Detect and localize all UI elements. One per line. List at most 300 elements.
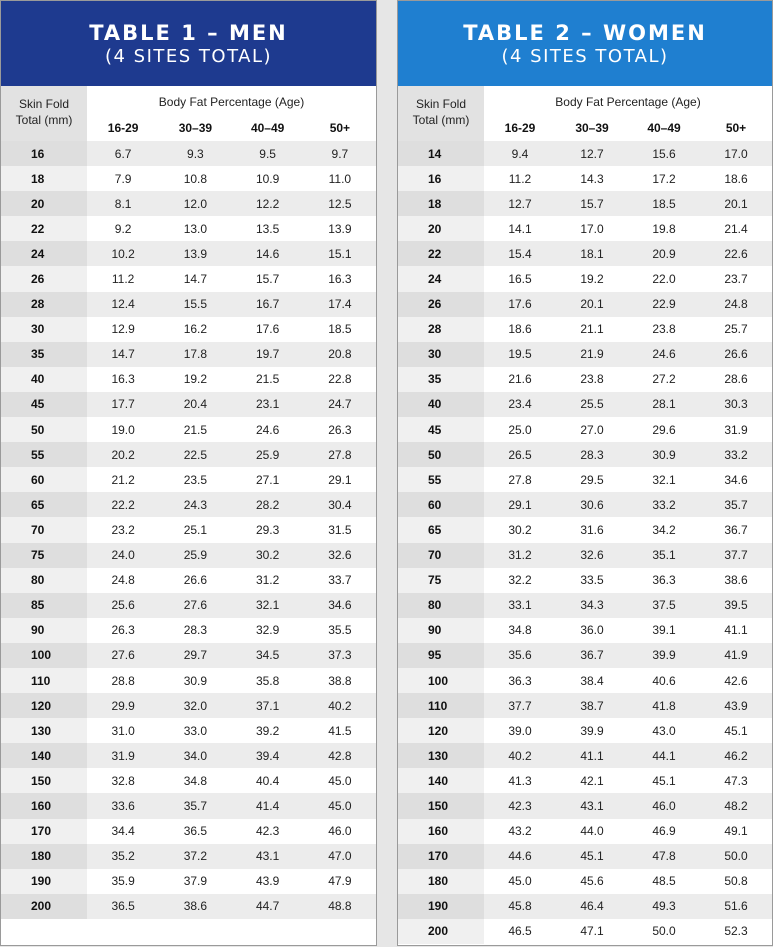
table-row (1, 417, 376, 442)
body-fat-cell: 34.5 (232, 643, 304, 668)
men-body-fat-header: Body Fat Percentage (Age) (158, 95, 305, 109)
skin-fold-total-cell: 60 (1, 467, 87, 492)
table-row (398, 643, 772, 668)
body-fat-cell: 29.6 (652, 422, 676, 437)
skin-fold-total-cell: 95 (398, 643, 484, 668)
body-fat-cell: 25.9 (159, 543, 231, 568)
body-fat-cell: 17.6 (255, 322, 280, 337)
body-fat-cell: 30.9 (183, 673, 208, 688)
table-row (1, 869, 376, 894)
men-age-col-3: 40–49 (250, 121, 285, 135)
body-fat-cell: 17.7 (87, 392, 159, 417)
body-fat-cell: 20.9 (628, 241, 700, 266)
skin-fold-total-cell: 40 (1, 367, 87, 392)
body-fat-cell: 26.6 (183, 573, 208, 588)
body-fat-cell: 37.2 (159, 844, 231, 869)
table-row (398, 141, 772, 166)
body-fat-cell: 32.8 (111, 773, 135, 788)
body-fat-cell: 10.8 (183, 171, 208, 186)
table-row (1, 793, 376, 818)
body-fat-cell: 28.2 (232, 492, 304, 517)
table-row (1, 292, 376, 317)
table-row (398, 166, 772, 191)
body-fat-cell: 34.4 (111, 824, 135, 839)
table-row (398, 593, 772, 618)
table-row (1, 743, 376, 768)
body-fat-cell: 35.6 (484, 643, 556, 668)
skin-fold-total-cell: 16 (398, 166, 484, 191)
table-row (398, 417, 772, 442)
skin-fold-total-cell: 200 (398, 919, 484, 944)
body-fat-cell: 43.2 (508, 824, 532, 839)
body-fat-cell: 45.0 (508, 874, 532, 889)
body-fat-cell: 41.1 (556, 743, 628, 768)
body-fat-cell: 38.6 (159, 894, 231, 919)
men-age-col-1: 16-29 (107, 121, 139, 135)
body-fat-cell: 35.2 (87, 844, 159, 869)
body-fat-cell: 22.2 (87, 492, 159, 517)
skin-fold-total-cell: 100 (1, 643, 87, 668)
body-fat-cell: 30.2 (508, 522, 532, 537)
table-row (1, 442, 376, 467)
body-fat-cell: 6.7 (87, 141, 159, 166)
table-row (398, 517, 772, 542)
body-fat-cell: 28.1 (628, 392, 700, 417)
body-fat-cell: 37.1 (232, 693, 304, 718)
women-age-col-2: 30–39 (575, 121, 609, 135)
body-fat-cell: 29.5 (580, 472, 604, 487)
body-fat-cell: 34.8 (508, 623, 532, 638)
body-fat-cell: 17.8 (159, 342, 231, 367)
body-fat-cell: 31.5 (328, 522, 352, 537)
women-table-banner (398, 1, 772, 86)
body-fat-cell: 44.1 (628, 743, 700, 768)
skin-fold-total-cell: 110 (398, 693, 484, 718)
skin-fold-total-cell: 45 (1, 392, 87, 417)
body-fat-cell: 26.5 (484, 442, 556, 467)
skin-fold-total-cell: 160 (1, 793, 87, 818)
body-fat-cell: 23.1 (232, 392, 304, 417)
body-fat-cell: 33.6 (87, 793, 159, 818)
body-fat-cell: 46.0 (328, 824, 352, 839)
skin-fold-total-cell: 24 (1, 241, 87, 266)
body-fat-cell: 30.2 (232, 543, 304, 568)
table-row (398, 266, 772, 291)
skin-fold-total-cell: 90 (1, 618, 87, 643)
body-fat-cell: 29.9 (87, 693, 159, 718)
body-fat-cell: 25.6 (87, 593, 159, 618)
body-fat-cell: 45.0 (304, 793, 376, 818)
table-row (1, 668, 376, 693)
body-fat-cell: 30.3 (700, 392, 772, 417)
body-fat-cell: 27.8 (508, 472, 532, 487)
body-fat-cell: 28.3 (556, 442, 628, 467)
body-fat-cell: 23.5 (183, 472, 208, 487)
body-fat-cell: 28.3 (183, 623, 208, 638)
body-fat-cell: 32.1 (652, 472, 676, 487)
body-fat-cell: 46.9 (652, 824, 676, 839)
body-fat-cell: 32.6 (556, 543, 628, 568)
skin-fold-total-cell: 14 (398, 141, 484, 166)
body-fat-cell: 42.6 (724, 673, 748, 688)
body-fat-cell: 47.0 (304, 844, 376, 869)
table-row (398, 492, 772, 517)
body-fat-cell: 20.1 (700, 191, 772, 216)
men-table-title: TABLE 1 – MEN (89, 20, 288, 45)
body-fat-cell: 35.8 (255, 673, 280, 688)
table-row (398, 367, 772, 392)
body-fat-cell: 10.9 (255, 171, 280, 186)
body-fat-cell: 14.7 (183, 272, 208, 287)
body-fat-cell: 15.5 (159, 292, 231, 317)
body-fat-cell: 28.8 (111, 673, 135, 688)
table-row (398, 844, 772, 869)
body-fat-cell: 32.1 (232, 593, 304, 618)
body-fat-cell: 31.9 (724, 422, 748, 437)
skin-fold-total-cell: 40 (398, 392, 484, 417)
skin-fold-total-cell: 28 (1, 292, 87, 317)
body-fat-cell: 43.0 (652, 723, 676, 738)
body-fat-cell: 45.1 (556, 844, 628, 869)
body-fat-cell: 12.7 (556, 141, 628, 166)
body-fat-cell: 41.8 (628, 693, 700, 718)
men-key-header-line2: Total (mm) (15, 113, 73, 127)
men-age-columns (87, 121, 376, 135)
body-fat-cell: 27.8 (304, 442, 376, 467)
body-fat-cell: 16.7 (232, 292, 304, 317)
body-fat-cell: 34.3 (556, 593, 628, 618)
body-fat-cell: 24.3 (159, 492, 231, 517)
body-fat-cell: 18.5 (328, 322, 352, 337)
table-row (1, 467, 376, 492)
body-fat-cell: 11.2 (508, 171, 532, 186)
skin-fold-total-cell: 24 (398, 266, 484, 291)
body-fat-cell: 41.3 (508, 773, 532, 788)
body-fat-cell: 35.5 (328, 623, 352, 638)
body-fat-cell: 22.6 (700, 241, 772, 266)
body-fat-cell: 34.0 (159, 743, 231, 768)
body-fat-cell: 31.9 (87, 743, 159, 768)
table-row (398, 693, 772, 718)
body-fat-cell: 47.3 (724, 773, 748, 788)
body-fat-cell: 10.2 (87, 241, 159, 266)
body-fat-cell: 34.8 (183, 773, 208, 788)
skin-fold-total-cell: 35 (1, 342, 87, 367)
body-fat-cell: 27.6 (159, 593, 231, 618)
body-fat-cell: 51.6 (700, 894, 772, 919)
body-fat-cell: 21.6 (508, 372, 532, 387)
body-fat-cell: 48.5 (652, 874, 676, 889)
body-fat-cell: 24.6 (628, 342, 700, 367)
body-fat-cell: 30.4 (304, 492, 376, 517)
skin-fold-total-cell: 180 (398, 869, 484, 894)
skin-fold-total-cell: 35 (398, 367, 484, 392)
table-row (1, 718, 376, 743)
body-fat-cell: 48.2 (700, 793, 772, 818)
table-row (1, 894, 376, 919)
skin-fold-total-cell: 28 (398, 317, 484, 342)
skin-fold-total-cell: 170 (398, 844, 484, 869)
body-fat-cell: 32.0 (159, 693, 231, 718)
body-fat-cell: 25.5 (556, 392, 628, 417)
body-fat-cell: 14.6 (232, 241, 304, 266)
body-fat-cell: 23.8 (652, 322, 676, 337)
body-fat-cell: 46.5 (508, 924, 532, 939)
body-fat-cell: 20.8 (304, 342, 376, 367)
body-fat-cell: 32.6 (304, 543, 376, 568)
body-fat-cell: 13.0 (183, 221, 208, 236)
body-fat-cell: 32.9 (255, 623, 280, 638)
body-fat-cell: 26.3 (328, 422, 352, 437)
men-table-header (1, 86, 376, 141)
body-fat-cell: 36.3 (508, 673, 532, 688)
body-fat-cell: 29.7 (159, 643, 231, 668)
body-fat-cell: 39.2 (255, 723, 280, 738)
table-row (1, 392, 376, 417)
body-fat-cell: 43.9 (700, 693, 772, 718)
body-fat-cell: 36.7 (724, 522, 748, 537)
skin-fold-total-cell: 30 (398, 342, 484, 367)
women-age-col-4: 50+ (725, 121, 747, 135)
skin-fold-total-cell: 22 (1, 216, 87, 241)
body-fat-cell: 27.0 (580, 422, 604, 437)
body-fat-cell: 24.6 (255, 422, 280, 437)
body-fat-cell: 21.5 (183, 422, 208, 437)
body-fat-cell: 9.5 (232, 141, 304, 166)
body-fat-cell: 21.4 (724, 221, 748, 236)
body-fat-cell: 37.7 (700, 543, 772, 568)
body-fat-cell: 46.4 (556, 894, 628, 919)
body-fat-cell: 50.0 (700, 844, 772, 869)
table-row (1, 517, 376, 542)
skin-fold-total-cell: 190 (398, 894, 484, 919)
table-row (1, 342, 376, 367)
body-fat-cell: 18.5 (628, 191, 700, 216)
body-fat-cell: 39.0 (508, 723, 532, 738)
body-fat-cell: 37.5 (628, 593, 700, 618)
body-fat-cell: 18.6 (724, 171, 748, 186)
body-fat-cell: 12.2 (232, 191, 304, 216)
body-fat-cell: 12.0 (159, 191, 231, 216)
body-fat-cell: 31.0 (111, 723, 135, 738)
women-key-header-line2: Total (mm) (412, 113, 470, 127)
body-fat-cell: 45.8 (484, 894, 556, 919)
body-fat-cell: 19.5 (484, 342, 556, 367)
table-row (398, 718, 772, 743)
men-table-banner (1, 1, 376, 86)
table-row (398, 618, 772, 643)
table-row (1, 768, 376, 793)
table-row (398, 543, 772, 568)
body-fat-cell: 19.7 (232, 342, 304, 367)
skin-fold-total-cell: 150 (398, 793, 484, 818)
body-fat-cell: 25.9 (232, 442, 304, 467)
body-fat-cell: 43.1 (232, 844, 304, 869)
body-fat-cell: 42.8 (304, 743, 376, 768)
skin-fold-total-cell: 150 (1, 768, 87, 793)
table-row (398, 869, 772, 894)
body-fat-cell: 18.6 (508, 322, 532, 337)
body-fat-cell: 16.5 (508, 272, 532, 287)
body-fat-cell: 23.4 (484, 392, 556, 417)
body-fat-cell: 37.7 (484, 693, 556, 718)
body-fat-cell: 21.5 (255, 372, 280, 387)
skin-fold-total-cell: 200 (1, 894, 87, 919)
body-fat-cell: 42.3 (484, 793, 556, 818)
table-row (1, 492, 376, 517)
body-fat-cell: 24.7 (304, 392, 376, 417)
body-fat-cell: 31.2 (484, 543, 556, 568)
skin-fold-total-cell: 110 (1, 668, 87, 693)
body-fat-cell: 38.6 (724, 573, 748, 588)
body-fat-cell: 19.8 (652, 221, 676, 236)
men-data-table (1, 141, 376, 919)
skin-fold-total-cell: 80 (398, 593, 484, 618)
table-row (398, 442, 772, 467)
skin-fold-total-cell: 22 (398, 241, 484, 266)
skin-fold-total-cell: 30 (1, 317, 87, 342)
body-fat-cell: 13.9 (328, 221, 352, 236)
body-fat-cell: 33.1 (484, 593, 556, 618)
body-fat-cell: 27.1 (255, 472, 280, 487)
body-fat-cell: 38.7 (556, 693, 628, 718)
body-fat-cell: 41.1 (724, 623, 748, 638)
body-fat-cell: 39.4 (232, 743, 304, 768)
table-row (398, 317, 772, 342)
skin-fold-total-cell: 45 (398, 417, 484, 442)
body-fat-cell: 33.7 (328, 573, 352, 588)
skin-fold-total-cell: 130 (1, 718, 87, 743)
body-fat-cell: 49.1 (724, 824, 748, 839)
body-fat-cell: 47.1 (580, 924, 604, 939)
skin-fold-total-cell: 130 (398, 743, 484, 768)
women-key-header-text (398, 96, 484, 128)
body-fat-cell: 50.0 (652, 924, 676, 939)
skin-fold-total-cell: 120 (398, 718, 484, 743)
body-fat-cell: 41.4 (232, 793, 304, 818)
women-table-panel (397, 0, 773, 946)
body-fat-cell: 39.9 (580, 723, 604, 738)
body-fat-cell: 36.7 (556, 643, 628, 668)
body-fat-cell: 11.0 (328, 171, 352, 186)
body-fat-cell: 15.7 (255, 272, 280, 287)
women-body-fat-header: Body Fat Percentage (Age) (555, 95, 701, 109)
body-fat-cell: 33.0 (183, 723, 208, 738)
body-fat-cell: 17.6 (484, 292, 556, 317)
skin-fold-total-cell: 100 (398, 668, 484, 693)
body-fat-cell: 38.8 (328, 673, 352, 688)
body-fat-cell: 34.2 (652, 522, 676, 537)
table-row (1, 367, 376, 392)
body-fat-cell: 35.9 (111, 874, 135, 889)
body-fat-cell: 33.2 (700, 442, 772, 467)
body-fat-cell: 43.1 (556, 793, 628, 818)
body-fat-cell: 49.3 (628, 894, 700, 919)
women-age-col-3: 40–49 (647, 121, 681, 135)
skin-fold-total-cell: 55 (1, 442, 87, 467)
body-fat-cell: 45.1 (652, 773, 676, 788)
body-fat-cell: 25.0 (508, 422, 532, 437)
table-row (1, 317, 376, 342)
skin-fold-total-cell: 18 (1, 166, 87, 191)
table-row (1, 191, 376, 216)
body-fat-cell: 30.9 (628, 442, 700, 467)
body-fat-cell: 9.3 (159, 141, 231, 166)
table-row (398, 568, 772, 593)
table-row (1, 618, 376, 643)
body-fat-cell: 36.3 (652, 573, 676, 588)
body-fat-cell: 27.6 (87, 643, 159, 668)
skin-fold-total-cell: 20 (398, 216, 484, 241)
body-fat-cell: 40.2 (484, 743, 556, 768)
body-fat-cell: 40.4 (255, 773, 280, 788)
body-fat-cell: 15.1 (304, 241, 376, 266)
body-fat-cell: 17.2 (652, 171, 676, 186)
body-fat-cell: 44.7 (232, 894, 304, 919)
body-fat-cell: 22.9 (628, 292, 700, 317)
table-row (398, 292, 772, 317)
table-row (1, 819, 376, 844)
body-fat-cell: 44.6 (484, 844, 556, 869)
table-row (1, 593, 376, 618)
body-fat-cell: 22.8 (328, 372, 352, 387)
body-fat-cell: 15.7 (556, 191, 628, 216)
table-row (398, 894, 772, 919)
skin-fold-total-cell: 70 (398, 543, 484, 568)
body-fat-cell: 28.6 (724, 372, 748, 387)
body-fat-cell: 34.6 (304, 593, 376, 618)
body-fat-cell: 26.6 (700, 342, 772, 367)
skin-fold-total-cell: 20 (1, 191, 87, 216)
table-row (398, 392, 772, 417)
table-row (398, 743, 772, 768)
skin-fold-total-cell: 120 (1, 693, 87, 718)
body-fat-cell: 45.1 (724, 723, 748, 738)
table-row (398, 467, 772, 492)
body-fat-cell: 17.0 (580, 221, 604, 236)
skin-fold-total-cell: 75 (398, 568, 484, 593)
body-fat-cell: 15.6 (628, 141, 700, 166)
body-fat-cell: 22.5 (159, 442, 231, 467)
body-fat-cell: 46.2 (700, 743, 772, 768)
body-fat-cell: 42.1 (580, 773, 604, 788)
body-fat-cell: 14.7 (87, 342, 159, 367)
body-fat-cell: 20.4 (159, 392, 231, 417)
skin-fold-total-cell: 180 (1, 844, 87, 869)
table-row (1, 693, 376, 718)
skin-fold-total-cell: 190 (1, 869, 87, 894)
body-fat-cell: 47.9 (328, 874, 352, 889)
body-fat-cell: 44.0 (580, 824, 604, 839)
table-row (398, 668, 772, 693)
skin-fold-total-cell: 65 (398, 517, 484, 542)
body-fat-cell: 12.9 (111, 322, 135, 337)
body-fat-cell: 19.2 (580, 272, 604, 287)
body-fat-cell: 35.1 (628, 543, 700, 568)
table-row (1, 166, 376, 191)
men-table-panel (0, 0, 377, 946)
table-row (1, 643, 376, 668)
body-fat-cell: 41.5 (328, 723, 352, 738)
body-fat-cell: 45.6 (580, 874, 604, 889)
body-fat-cell: 25.7 (724, 322, 748, 337)
body-fat-cell: 12.5 (304, 191, 376, 216)
table-row (398, 819, 772, 844)
body-fat-cell: 16.3 (328, 272, 352, 287)
men-age-col-2: 30–39 (178, 121, 213, 135)
body-fat-cell: 19.2 (183, 372, 208, 387)
body-fat-cell: 13.9 (159, 241, 231, 266)
